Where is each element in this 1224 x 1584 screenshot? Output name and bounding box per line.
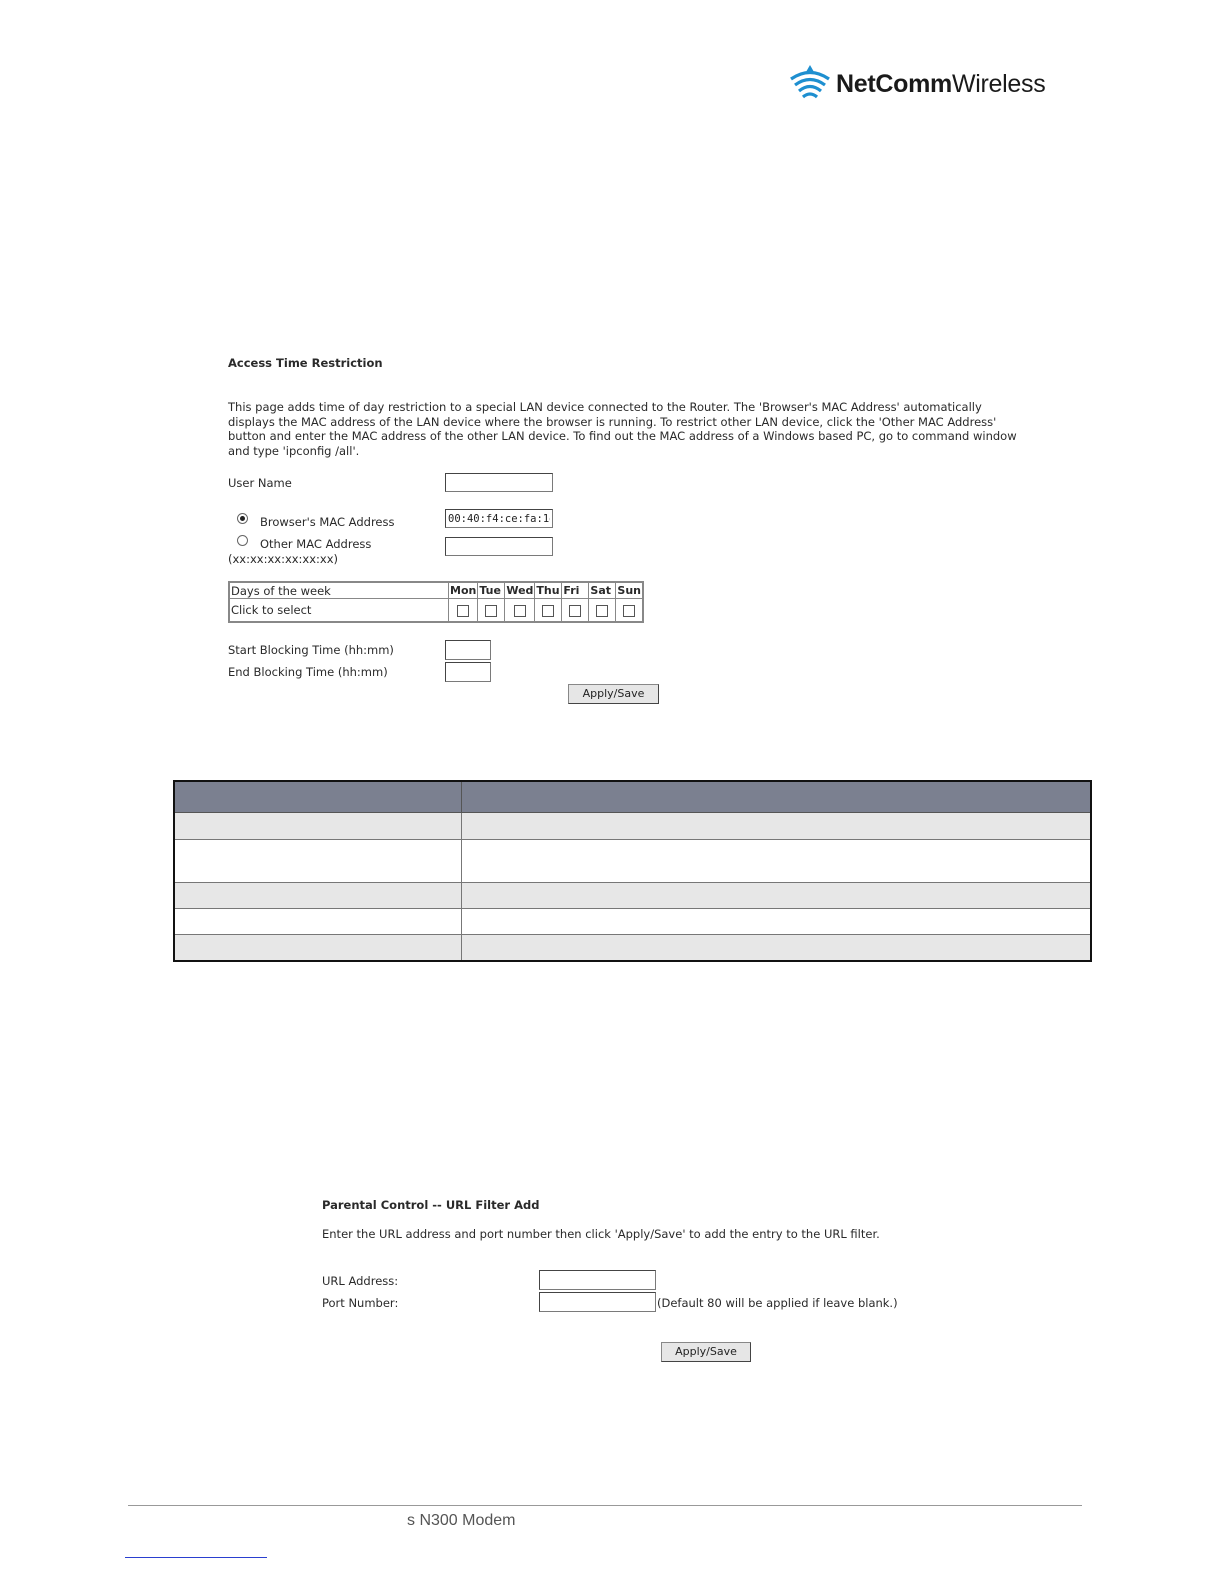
- browser-mac-label: Browser's MAC Address: [260, 515, 395, 529]
- day-sun: Sun: [616, 582, 644, 599]
- thu-cell: [535, 599, 562, 623]
- day-fri: Fri: [562, 582, 589, 599]
- footer-divider: [128, 1505, 1082, 1506]
- mon-checkbox[interactable]: [457, 605, 469, 617]
- day-mon: Mon: [450, 584, 477, 597]
- days-of-week-table: [228, 581, 644, 623]
- port-default-hint: (Default 80 will be applied if leave blank.): [657, 1296, 898, 1310]
- click-to-select-label: Click to select: [229, 599, 449, 623]
- tue-cell: [478, 599, 505, 623]
- end-blocking-label: End Blocking Time (hh:mm): [228, 665, 388, 679]
- days-header-row: [229, 582, 643, 599]
- sat-checkbox[interactable]: [596, 605, 608, 617]
- sat-cell: [589, 599, 616, 623]
- sun-checkbox[interactable]: [623, 605, 635, 617]
- ref-header-cell-2: [462, 781, 1092, 813]
- mac-format-hint: (xx:xx:xx:xx:xx:xx): [228, 552, 339, 566]
- start-blocking-input[interactable]: [445, 640, 491, 660]
- settings-reference-table: [173, 780, 1092, 962]
- table-row: [174, 909, 1091, 935]
- sun-cell: [616, 599, 644, 623]
- other-mac-label: Other MAC Address: [260, 537, 372, 551]
- ref-header-cell-1: [174, 781, 462, 813]
- footer-link-underline: [125, 1557, 267, 1558]
- access-time-description: This page adds time of day restriction to a special LAN device connected to the Router. The 'Browser's MAC Address' automatically displays the MAC address of the LAN device where the browser is running. To restrict other LAN device, click the 'Other MAC Address' button and enter the MAC address of the other LAN device. To find out the MAC address of a Windows based PC, go to command window and type 'ipconfig /all'.: [228, 400, 1017, 458]
- table-row: [174, 840, 1091, 883]
- wed-checkbox[interactable]: [514, 605, 526, 617]
- other-mac-radio[interactable]: [237, 535, 248, 546]
- other-mac-input[interactable]: [445, 537, 553, 556]
- wifi-logo-icon: [788, 64, 832, 104]
- days-checkbox-row: [229, 599, 643, 623]
- table-row: [174, 883, 1091, 909]
- url-address-label: URL Address:: [322, 1274, 399, 1288]
- browser-mac-input[interactable]: [445, 509, 553, 528]
- user-name-input[interactable]: [445, 473, 553, 492]
- day-sat: Sat: [589, 582, 616, 599]
- day-wed: Wed: [506, 584, 534, 597]
- wed-cell: [505, 599, 535, 623]
- table-row: [174, 935, 1091, 961]
- logo-brand-bold: NetComm: [836, 70, 952, 98]
- day-thu: Thu: [535, 582, 562, 599]
- browser-mac-radio[interactable]: [237, 513, 248, 524]
- fri-checkbox[interactable]: [569, 605, 581, 617]
- days-header-label: Days of the week: [229, 582, 449, 599]
- logo-brand-light: Wireless: [951, 70, 1046, 98]
- ref-table-header-row: [174, 781, 1091, 813]
- netcomm-logo: [788, 64, 1068, 104]
- url-filter-description: Enter the URL address and port number then click 'Apply/Save' to add the entry to the URL filter.: [322, 1227, 880, 1241]
- port-number-input[interactable]: [539, 1292, 656, 1312]
- end-blocking-input[interactable]: [445, 662, 491, 682]
- fri-cell: [562, 599, 589, 623]
- url-filter-apply-button[interactable]: Apply/Save: [661, 1342, 751, 1362]
- mon-cell: [449, 599, 478, 623]
- thu-checkbox[interactable]: [542, 605, 554, 617]
- start-blocking-label: Start Blocking Time (hh:mm): [228, 643, 394, 657]
- footer-text: s N300 Modem: [407, 1512, 516, 1529]
- url-filter-title: Parental Control -- URL Filter Add: [322, 1198, 540, 1212]
- url-address-input[interactable]: [539, 1270, 656, 1290]
- table-row: [174, 813, 1091, 840]
- user-name-label: User Name: [228, 476, 292, 490]
- tue-checkbox[interactable]: [485, 605, 497, 617]
- access-time-title: Access Time Restriction: [228, 356, 383, 370]
- day-tue: Tue: [478, 582, 505, 599]
- access-time-apply-button[interactable]: Apply/Save: [568, 684, 659, 704]
- port-number-label: Port Number:: [322, 1296, 399, 1310]
